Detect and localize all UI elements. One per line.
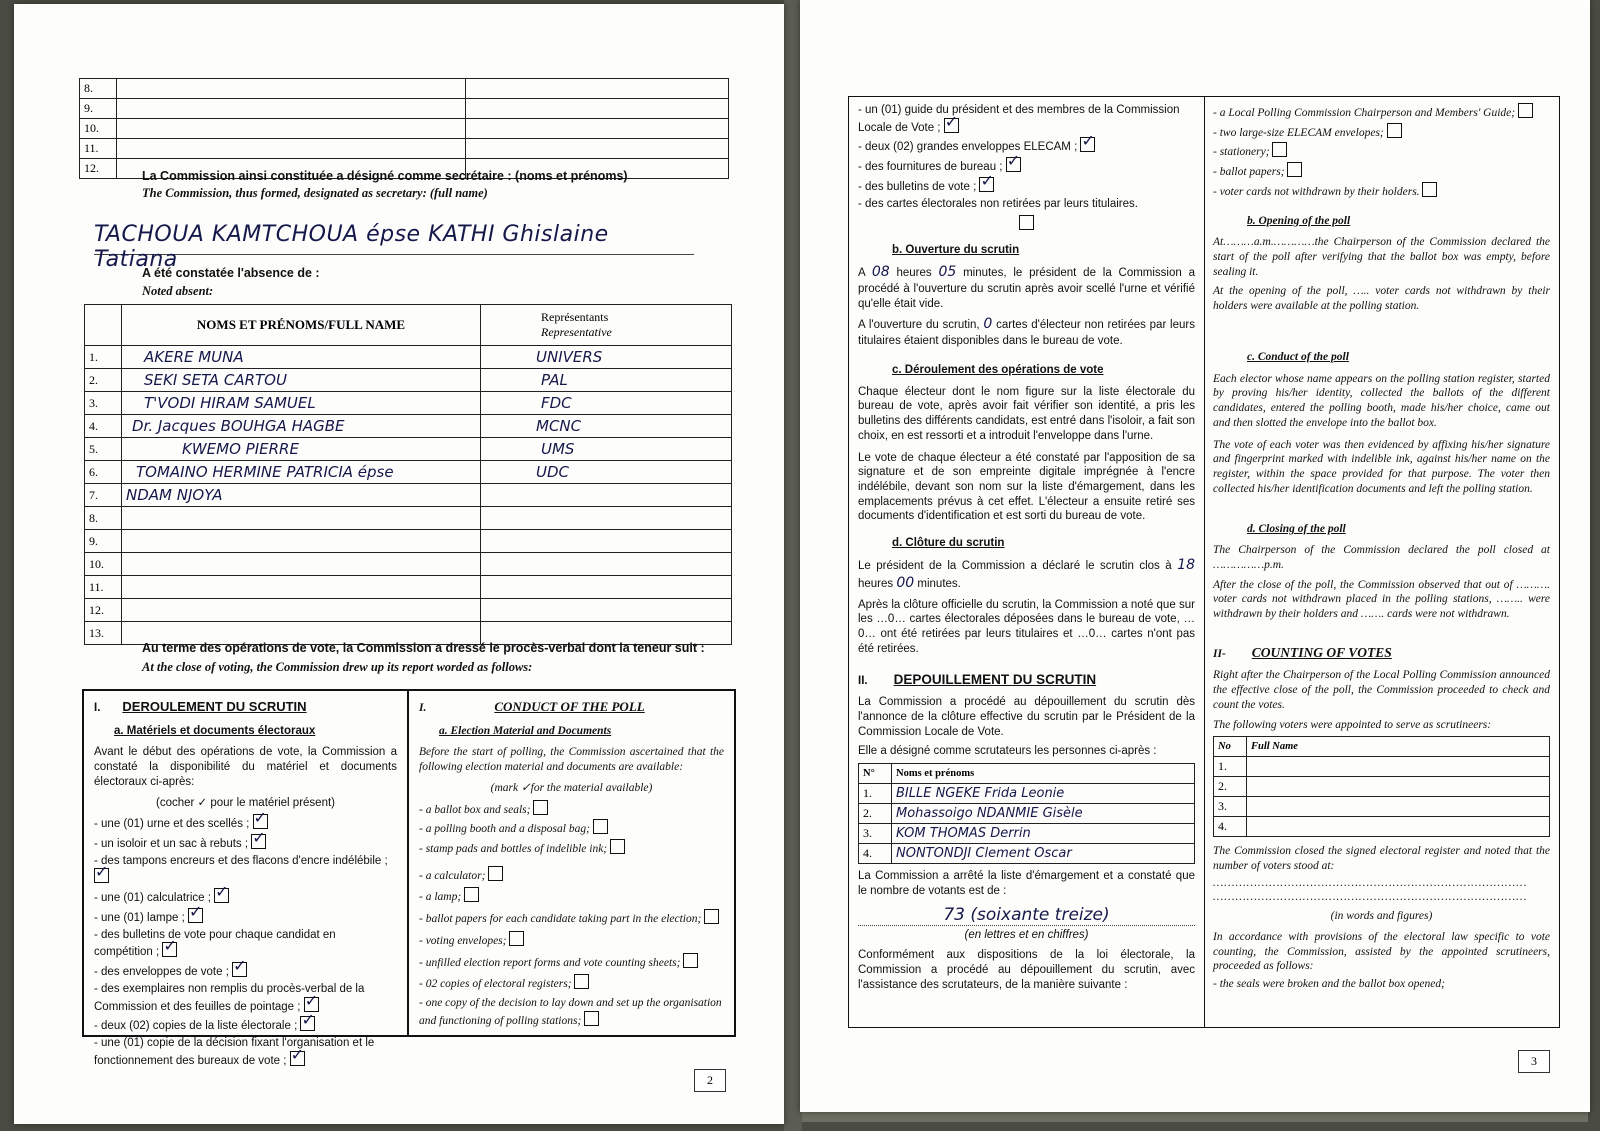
table-row: 7. NDAM NJOYA — [85, 484, 732, 507]
checkbox-lampe[interactable] — [188, 908, 203, 923]
conduct-p2-en: The vote of each voter was then evidenced by affixing his/her signature and fingerprint marked with indelible ink, against his/her name on the register, within the space provided for that purpose. The voter then collected his/her identification documents and left the polling station. — [1213, 438, 1550, 495]
checkbox-ballot-papers-en[interactable] — [1287, 162, 1302, 177]
page-number-left: 2 — [694, 1069, 726, 1092]
material-item-en: - ballot papers; — [1213, 162, 1550, 180]
counting-p1-fr: La Commission a procédé au dépouillement du scrutin dès l'annonce de la clôture effective du scrutin par le Président de la Commission Locale de Vote. — [858, 696, 1195, 738]
material-item-en: - one copy of the decision to lay down and set up the organisation and functioning of polling stations; — [419, 997, 722, 1027]
material-item-fr: - un isoloir et un sac à rebuts ; ✓ — [94, 834, 397, 852]
conduct-p1-en: Each elector whose name appears on the polling station register, started by proving his/her identity, collected the ballots of the different candidates, entered the polling booth, made his/her choice, came out and then slotted the envelope into the ballot box. — [1213, 372, 1550, 429]
counting-title-en: COUNTING OF VOTES — [1251, 644, 1392, 660]
checkbox-enveloppes-elecam[interactable] — [1080, 137, 1095, 152]
table-row: 4. NONTONDJI Clement Oscar — [859, 844, 1195, 864]
secretary-value: TACHOUA KAMTCHOUA épse KATHI Ghislaine Tatiana — [94, 222, 609, 272]
closing-p2-en: After the close of the poll, the Commission observed that out of ………. voter cards not withdrawn placed in the polling stations, …….. were withdrawn by their holders and ……. cards were not withdrawn. — [1213, 578, 1550, 620]
opening-minutes-value: 05 — [938, 264, 957, 281]
secretary-label-fr: La Commission ainsi constituée a désigné comme secrétaire : (noms et prénoms) — [142, 169, 628, 183]
material-item-en: - 02 copies of electoral registers; — [419, 974, 724, 992]
counting-p1-en: Right after the Chairperson of the Local Polling Commission announced the effective close of the poll, the Commission proceeded to check and count the votes. — [1213, 669, 1550, 711]
section-instruction-fr: (cocher ✓ pour le matériel présent) — [155, 796, 335, 809]
opening-title-en: b. Opening of the poll — [1247, 214, 1351, 227]
closing-p1-en: The Chairperson of the Commission declared the poll closed at ……………p.m. — [1213, 544, 1550, 571]
material-item-en: - ballot papers for each candidate taking part in the election; — [419, 909, 724, 927]
closing-p2-fr: Après la clôture officielle du scrutin, la Commission a noté que sur les …0… cartes électorales déposées dans le bureau de vote, …0… ont été retirées par leurs titulaires et …0… cartes n'ont pas été retirées. — [858, 598, 1195, 655]
closing-minutes-value: 00 — [896, 574, 915, 591]
material-item-fr: - des fournitures de bureau ; ✓ — [858, 157, 1195, 175]
table-header-row: N° Noms et prénoms — [859, 764, 1195, 784]
checkbox-ballot-box[interactable] — [533, 800, 548, 815]
checkbox-lamp[interactable] — [464, 887, 479, 902]
material-item-en: - stationery; — [1213, 142, 1550, 160]
section-para-fr: Avant le début des opérations de vote, la Commission a constaté la disponibilité du matériel et documents électoraux ci-après: — [94, 746, 397, 788]
counting-p4-en: (in words and figures) — [1330, 910, 1433, 923]
table-row: 10. — [80, 119, 729, 139]
opening-para-fr: A 08 heures 05 minutes, le président de la Commission a procédé à l'ouverture du scrutin après avoir scellé l'urne et vérifié qu'elle était vide. — [858, 264, 1195, 310]
checkbox-tampons[interactable] — [94, 868, 109, 883]
section-sub-a-fr: a. Matériels et documents électoraux — [114, 724, 316, 737]
closing-label-fr: Au terme des opérations de vote, la Commission a dressé le procès-verbal dont la teneur suit : — [142, 641, 705, 655]
material-item-en: - a Local Polling Commission Chairperson and Members' Guide; — [1213, 103, 1550, 121]
checkbox-elecam-envelopes-en[interactable] — [1387, 123, 1402, 138]
counting-p5-fr: Conformément aux dispositions de la loi électorale, la Commission a procédé au dépouillement du scrutin, avec l'assistance des scrutateurs, de la manière suivante : — [858, 949, 1195, 991]
counting-roman-fr: II. — [858, 674, 868, 687]
checkbox-enveloppes[interactable] — [232, 962, 247, 977]
opening-cards-fr: A l'ouverture du scrutin, 0 cartes d'électeur non retirées par leurs titulaires étaient disponibles dans le bureau de vote. — [858, 316, 1195, 348]
section-roman-en: I. — [419, 702, 427, 714]
checkbox-ballot-papers[interactable] — [704, 909, 719, 924]
table-row: 2. SEKI SETA CARTOU PAL — [85, 369, 732, 392]
table-row: 3. KOM THOMAS Derrin — [859, 824, 1195, 844]
table-row: 11. — [80, 139, 729, 159]
opening-p2-en: At the opening of the poll, ….. voter cards not withdrawn by their holders were available at the polling station. — [1213, 285, 1550, 313]
checkbox-voter-cards-en[interactable] — [1422, 182, 1437, 197]
checkbox-calculatrice[interactable] — [214, 888, 229, 903]
closing-label-en: At the close of voting, the Commission drew up its report worded as follows: — [142, 660, 533, 674]
checkbox-liste-electorale[interactable] — [300, 1016, 315, 1031]
material-item-en: - a lamp; — [419, 887, 724, 905]
table-row: 12. — [80, 159, 729, 179]
closing-hours-value: 18 — [1177, 556, 1195, 573]
scrutineers-table-fr — [858, 763, 1195, 864]
secretary-value-line — [94, 222, 694, 272]
section-para-en: Before the start of polling, the Commission ascertained that the following election material and documents are available: — [419, 746, 724, 774]
counting-p2-en: The following voters were appointed to serve as scrutineers: — [1213, 718, 1492, 731]
table-row: 2. — [1214, 777, 1550, 797]
voters-number-value: 73 (soixante treize) — [943, 904, 1110, 925]
right-en-column — [1204, 97, 1559, 1027]
counting-p2-fr: Elle a désigné comme scrutateurs les personnes ci-après : — [858, 745, 1157, 758]
table-row: 10. — [85, 553, 732, 576]
opening-title-fr: b. Ouverture du scrutin — [892, 244, 1020, 257]
table-row: 13. — [85, 622, 732, 645]
material-item-fr: - une (01) copie de la décision fixant l'organisation et le fonctionnement des bureaux de vote ; ✓ — [94, 1036, 397, 1068]
table-row: 5. KWEMO PIERRE UMS — [85, 438, 732, 461]
section-title-en: CONDUCT OF THE POLL — [494, 699, 645, 714]
checkbox-decision[interactable] — [290, 1051, 305, 1066]
table-row: 6. TOMAINO HERMINE PATRICIA épse UDC — [85, 461, 732, 484]
conduct-title-fr: c. Déroulement des opérations de vote — [892, 364, 1104, 376]
col-full-name: NOMS ET PRÉNOMS/FULL NAME — [122, 305, 481, 346]
material-item-en: - two large-size ELECAM envelopes; — [1213, 123, 1550, 141]
material-item-fr: - une (01) calculatrice ; ✓ — [94, 888, 397, 906]
table-row: 2. Mohassoigo NDANMIE Gisèle — [859, 804, 1195, 824]
absent-label-fr: A été constatée l'absence de : — [142, 266, 320, 280]
checkbox-stationery-en[interactable] — [1272, 142, 1287, 157]
table-row: 4. — [1214, 817, 1550, 837]
material-item-fr: - deux (02) copies de la liste électorale ; ✓ — [94, 1016, 397, 1034]
table-row: 4. Dr. Jacques BOUHGA HAGBE MCNC — [85, 415, 732, 438]
material-item-en: - a ballot box and seals; — [419, 800, 724, 818]
table-row: 8. — [80, 79, 729, 99]
opening-cards-value: 0 — [983, 316, 993, 333]
material-item-fr: - des bulletins de vote ; ✓ — [858, 177, 1195, 195]
opening-p1-en: At………a.m.…………the Chairperson of the Commission declared the start of the poll after verifying that the ballot box was empty, before sealing it. — [1213, 236, 1550, 278]
counting-dots-2: ………………………………………………………………………… — [1213, 891, 1528, 904]
right-content-box — [848, 96, 1560, 1028]
material-item-fr: - une (01) lampe ; ✓ — [94, 908, 397, 926]
top-continuation-table — [79, 78, 729, 179]
counting-p5-en: In accordance with provisions of the electoral law specific to vote counting, the Commission, assisted by the appointed scrutineers, proceeded as follows: — [1213, 930, 1550, 973]
opening-hours-value: 08 — [871, 264, 890, 281]
material-item-en: - voter cards not withdrawn by their holders. — [1213, 182, 1550, 200]
checkbox-fournitures[interactable] — [1006, 157, 1021, 172]
checkbox-decision-copy[interactable] — [584, 1011, 599, 1026]
checkbox-unfilled-forms[interactable] — [683, 953, 698, 968]
closing-title-fr: d. Clôture du scrutin — [892, 537, 1005, 550]
material-item-en: - stamp pads and bottles of indelible ink; — [419, 839, 724, 857]
right-page — [800, 0, 1590, 1112]
material-item-fr: - un (01) guide du président et des membres de la Commission Locale de Vote ; ✓ — [858, 103, 1195, 135]
section-roman-fr: I. — [94, 702, 101, 714]
absent-table — [84, 304, 732, 645]
closing-title-en: d. Closing of the poll — [1247, 523, 1346, 536]
material-item-fr: - des enveloppes de vote ; ✓ — [94, 962, 397, 980]
table-row: 8. — [85, 507, 732, 530]
conduct-p2-fr: Le vote de chaque électeur a été constaté par l'apposition de sa signature et de son empreinte digitale imprégnée à l'encre indélébile, devant son nom sur la liste d'émargement, dans les emplacements prévus à cet effet. L'électeur a ensuite retiré ses documents d'identification et est sorti du bureau de vote. — [858, 451, 1195, 523]
conduct-fr-column — [84, 691, 409, 1067]
material-item-fr: - des tampons encreurs et des flacons d'encre indélébile ; ✓ — [94, 854, 397, 886]
counting-roman-en: II- — [1213, 647, 1226, 660]
conduct-title-en: c. Conduct of the poll — [1247, 350, 1349, 363]
material-item-en: - a calculator; — [419, 866, 724, 884]
table-header-row — [85, 305, 732, 346]
conduct-of-poll-box — [82, 689, 736, 1067]
absent-label-en: Noted absent: — [142, 284, 214, 298]
material-item-fr: - des cartes électorales non retirées par leurs titulaires. — [858, 197, 1138, 210]
table-row: 11. — [85, 576, 732, 599]
conduct-p1-fr: Chaque électeur dont le nom figure sur la liste électorale du bureau de vote, après avoir fait vérifier son identité, a pris les bulletins des différents candidats, est entré dans l'isoloir, a fait son choix, en est ressorti et a introduit l'enveloppe dans l'urne. — [858, 385, 1195, 442]
checkbox-isoloir[interactable] — [251, 834, 266, 849]
table-row: 9. — [80, 99, 729, 119]
page-number-right: 3 — [1518, 1050, 1550, 1073]
material-item-fr: - des bulletins de vote pour chaque candidat en compétition ; ✓ — [94, 928, 397, 960]
secretary-label-en: The Commission, thus formed, designated as secretary: (full name) — [142, 186, 488, 200]
checkbox-stamp-pads[interactable] — [610, 839, 625, 854]
material-item-en: - a polling booth and a disposal bag; — [419, 819, 724, 837]
counting-p6-en: - the seals were broken and the ballot box opened; — [1213, 978, 1445, 991]
table-header-row: No Full Name — [1214, 737, 1550, 757]
checkbox-guide-en[interactable] — [1518, 103, 1533, 118]
counting-dots-1: ………………………………………………………………………… — [1213, 876, 1528, 889]
table-row: 9. — [85, 530, 732, 553]
checkbox-calculator[interactable] — [488, 866, 503, 881]
section-instruction-en: (mark ✓for the material available) — [490, 781, 653, 794]
checkbox-registers[interactable] — [574, 974, 589, 989]
table-row: 3. T'VODI HIRAM SAMUEL FDC — [85, 392, 732, 415]
section-sub-a-en: a. Election Material and Documents — [439, 724, 612, 737]
counting-p3-en: The Commission closed the signed electoral register and noted that the number of voters stood at: — [1213, 845, 1550, 872]
section-title-fr: DEROULEMENT DU SCRUTIN — [122, 699, 307, 714]
material-item-en: - voting envelopes; — [419, 931, 724, 949]
table-row: 1. — [1214, 757, 1550, 777]
material-item-en: - unfilled election report forms and vote counting sheets; — [419, 953, 724, 971]
table-row: 12. — [85, 599, 732, 622]
left-page — [14, 4, 784, 1124]
checkbox-bulletins[interactable] — [162, 942, 177, 957]
voters-number-line — [858, 905, 1195, 926]
checkbox-guide[interactable] — [944, 118, 959, 133]
material-item-fr: - des exemplaires non remplis du procès-verbal de la Commission et des feuilles de pointage ; ✓ — [94, 982, 397, 1014]
table-row: 1. BILLE NGEKE Frida Leonie — [859, 784, 1195, 804]
counting-title-fr: DEPOUILLEMENT DU SCRUTIN — [893, 671, 1097, 687]
table-row: 3. — [1214, 797, 1550, 817]
right-fr-column — [849, 97, 1204, 1027]
checkbox-cartes-non-retirees[interactable] — [1019, 215, 1034, 230]
checkbox-bulletins-vote[interactable] — [979, 177, 994, 192]
counting-p3-fr: La Commission a arrêté la liste d'émargement et a constaté que le nombre de votants est de : — [858, 870, 1195, 897]
checkbox-voting-envelopes[interactable] — [509, 931, 524, 946]
counting-p4-fr: (en lettres et en chiffres) — [964, 928, 1089, 941]
col-rep-fr: Représentants — [541, 310, 609, 324]
material-item-fr: - deux (02) grandes enveloppes ELECAM ; ✓ — [858, 137, 1195, 155]
checkbox-polling-booth[interactable] — [593, 819, 608, 834]
closing-p1-fr: Le président de la Commission a déclaré le scrutin clos à 18 heures 00 minutes. — [858, 556, 1195, 591]
conduct-en-column — [409, 691, 734, 1035]
material-item-fr: - une (01) urne et des scellés ; ✓ — [94, 814, 397, 832]
col-rep-en: Representative — [541, 325, 612, 339]
table-row: 1. AKERE MUNA UNIVERS — [85, 346, 732, 369]
scrutineers-table-en — [1213, 736, 1550, 837]
